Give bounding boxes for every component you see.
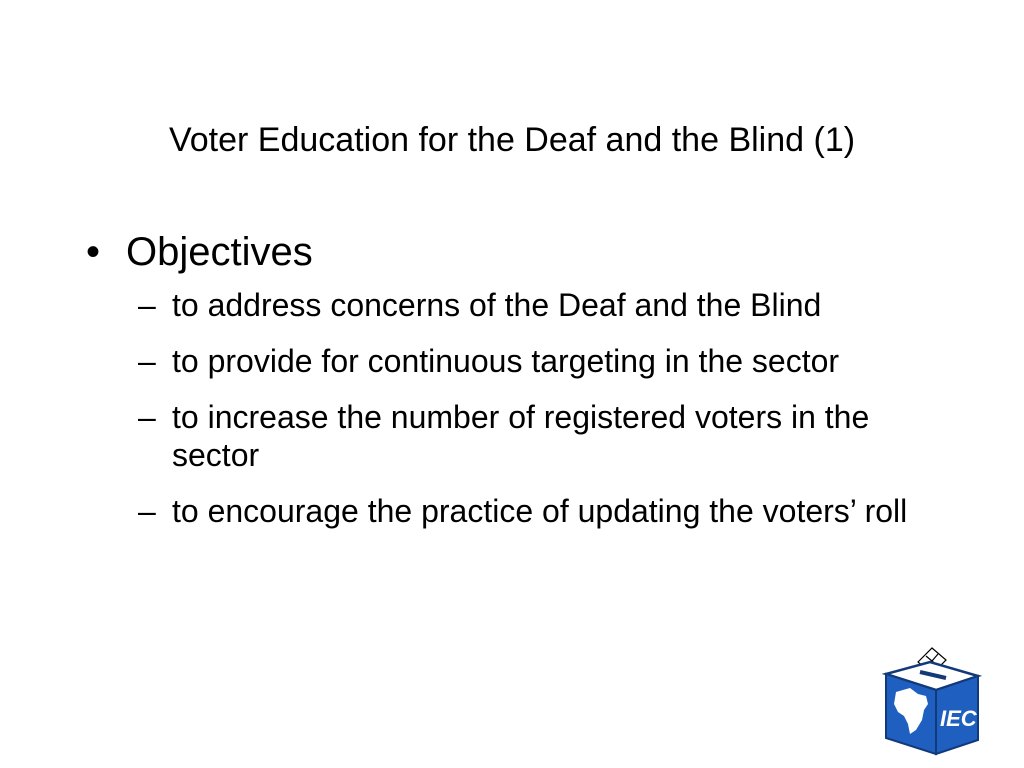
ballot-box-icon	[880, 642, 984, 758]
objectives-heading: Objectives	[126, 230, 313, 274]
objective-item	[138, 492, 958, 530]
logo-text: IEC	[940, 706, 977, 731]
dash-icon: –	[138, 287, 156, 323]
objective-text: to encourage the practice of updating the voters’ roll	[172, 493, 908, 529]
slide-title: Voter Education for the Deaf and the Blind (1)	[168, 121, 856, 159]
objective-text: to provide for continuous targeting in the sector	[172, 343, 840, 379]
objective-text: to address concerns of the Deaf and the Blind	[172, 287, 822, 323]
dash-icon: –	[138, 399, 156, 435]
dash-icon: –	[138, 343, 156, 379]
objectives-bullet	[86, 226, 313, 278]
objective-item	[138, 286, 958, 324]
dash-icon: –	[138, 493, 156, 529]
objective-item	[138, 398, 958, 474]
objective-item	[138, 342, 958, 380]
objective-text: to increase the number of registered voters in the sector	[172, 399, 870, 473]
iec-logo	[880, 642, 984, 758]
bullet-icon: •	[86, 230, 101, 274]
objectives-list	[138, 286, 958, 548]
